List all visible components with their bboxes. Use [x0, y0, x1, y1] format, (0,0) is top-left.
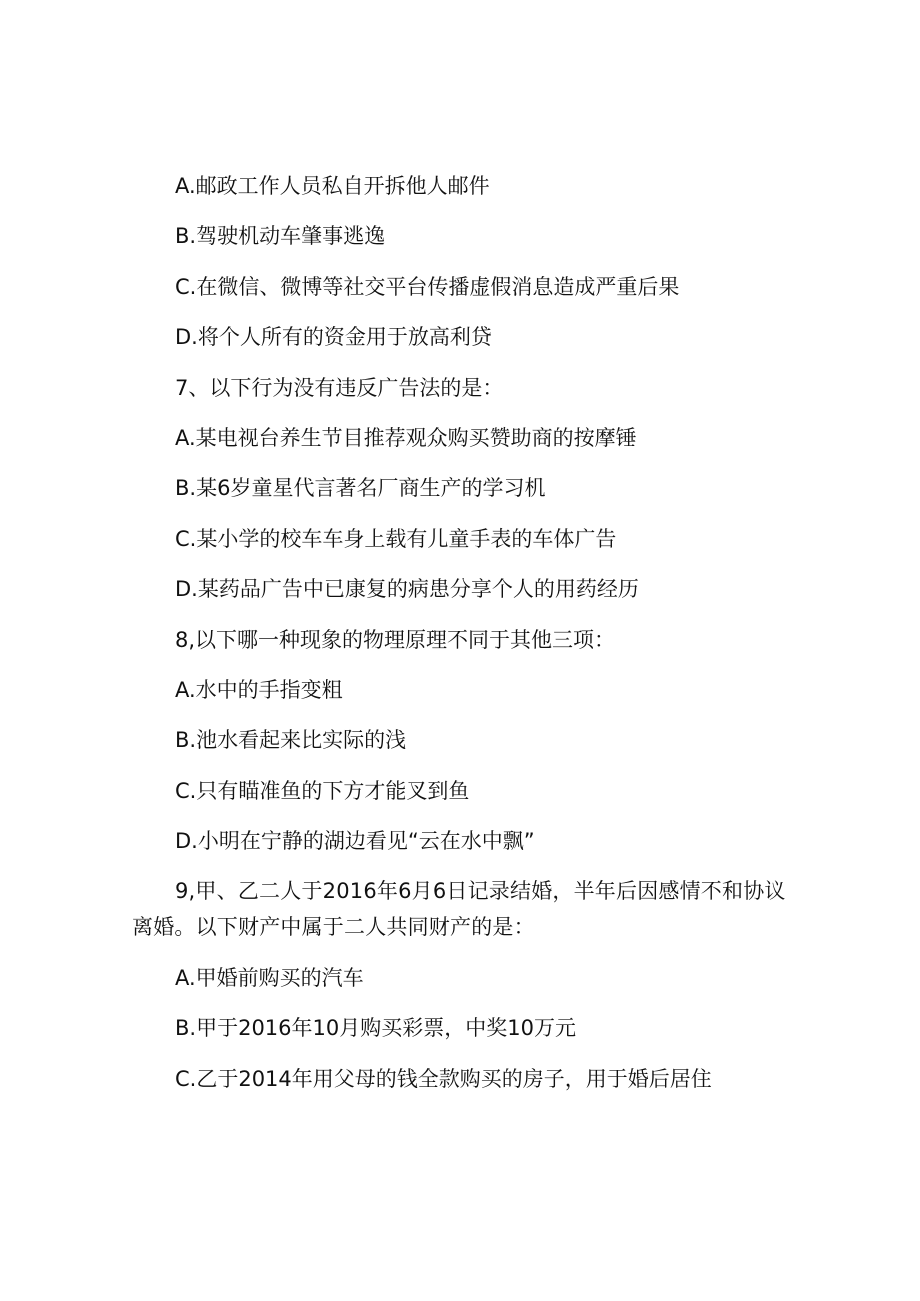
document-body	[132, 168, 792, 1111]
option-d-q7: D.某药品广告中已康复的病患分享个人的用药经历	[175, 577, 639, 602]
option-b-q6: B.驾驶机动车肇事逃逸	[175, 224, 386, 249]
question-9: 9,甲、乙二人于2016年6月6日记录结婚，半年后因感情不和协议离婚。以下财产中属于二人共同财产的是：	[132, 879, 786, 940]
option-a-q9: A.甲婚前购买的汽车	[175, 965, 364, 990]
option-a-q6: A.邮政工作人员私自开拆他人邮件	[175, 174, 490, 198]
option-c-q9: C.乙于2014年用父母的钱全款购买的房子，用于婚后居住	[175, 1066, 712, 1091]
option-d-q6: D.将个人所有的资金用于放高利贷	[175, 325, 492, 350]
option-a-q8: A.水中的手指变粗	[175, 677, 343, 702]
question-8: 8,以下哪一种现象的物理原理不同于其他三项：	[175, 627, 616, 652]
option-b-q9: B.甲于2016年10月购买彩票，中奖10万元	[175, 1016, 576, 1041]
option-a-q7: A.某电视台养生节目推荐观众购买赞助商的按摩锤	[175, 425, 637, 450]
option-c-q8: C.只有瞄准鱼的下方才能叉到鱼	[175, 778, 470, 803]
option-c-q7: C.某小学的校车车身上载有儿童手表的车体广告	[175, 526, 617, 551]
question-7: 7、以下行为没有违反广告法的是：	[175, 375, 504, 400]
option-b-q7: B.某6岁童星代言著名厂商生产的学习机	[175, 476, 546, 501]
option-c-q6: C.在微信、微博等社交平台传播虚假消息造成严重后果	[175, 274, 680, 299]
option-d-q8: D.小明在宁静的湖边看见“云在水中飘”	[175, 829, 535, 854]
option-b-q8: B.池水看起来比实际的浅	[175, 728, 407, 753]
